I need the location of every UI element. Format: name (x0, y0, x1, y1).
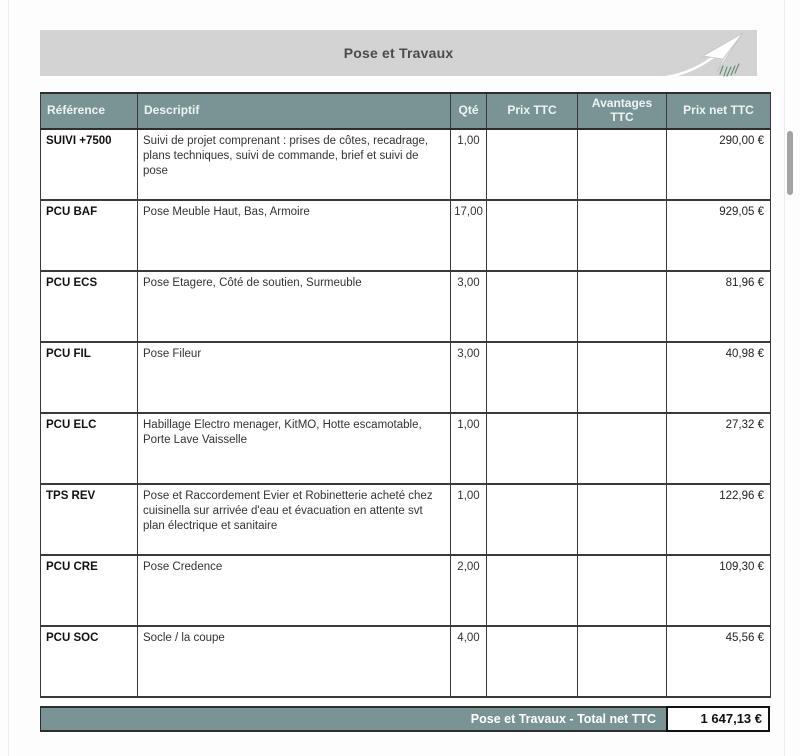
total-bar (40, 706, 770, 732)
quote-table-body (41, 129, 771, 697)
header-reference: Référence (41, 93, 138, 129)
cell-prix-ttc (487, 484, 578, 555)
cell-reference: TPS REV (41, 484, 138, 555)
page-right-edge (784, 0, 785, 756)
cell-descriptif: Pose Credence (138, 555, 451, 626)
table-row (41, 413, 771, 484)
cell-descriptif: Pose Fileur (138, 342, 451, 413)
header-avantages-ttc: Avantages TTC (578, 93, 667, 129)
total-label: Pose et Travaux - Total net TTC (40, 706, 666, 732)
section-banner (40, 30, 757, 76)
cell-prix-ttc (487, 555, 578, 626)
table-row (41, 626, 771, 697)
cell-prix-net-ttc: 929,05 € (667, 200, 771, 271)
total-value: 1 647,13 € (666, 706, 770, 732)
cell-avantages-ttc (578, 413, 667, 484)
cell-qte: 4,00 (451, 626, 487, 697)
cell-avantages-ttc (578, 555, 667, 626)
cell-descriptif: Pose Meuble Haut, Bas, Armoire (138, 200, 451, 271)
table-row (41, 271, 771, 342)
cell-reference: SUIVI +7500 (41, 129, 138, 200)
header-qte: Qté (451, 93, 487, 129)
cell-descriptif: Pose Etagere, Côté de soutien, Surmeuble (138, 271, 451, 342)
cell-qte: 1,00 (451, 129, 487, 200)
cell-qte: 1,00 (451, 484, 487, 555)
cell-qte: 2,00 (451, 555, 487, 626)
cell-descriptif: Pose et Raccordement Evier et Robinetterie acheté chez cuisinella sur arrivée d'eau et évacuation en attente svt plan électrique et sanitaire (138, 484, 451, 555)
cell-avantages-ttc (578, 626, 667, 697)
table-row (41, 200, 771, 271)
cell-avantages-ttc (578, 342, 667, 413)
cell-prix-net-ttc: 122,96 € (667, 484, 771, 555)
cell-descriptif: Socle / la coupe (138, 626, 451, 697)
cell-avantages-ttc (578, 484, 667, 555)
cell-qte: 3,00 (451, 271, 487, 342)
cell-prix-ttc (487, 271, 578, 342)
table-row (41, 484, 771, 555)
cell-prix-net-ttc: 40,98 € (667, 342, 771, 413)
cell-avantages-ttc (578, 200, 667, 271)
cell-reference: PCU ELC (41, 413, 138, 484)
cell-descriptif: Suivi de projet comprenant : prises de côtes, recadrage, plans techniques, suivi de commande, brief et suivi de pose (138, 129, 451, 200)
table-row (41, 342, 771, 413)
page-left-edge (8, 0, 9, 756)
vertical-scrollbar-thumb[interactable] (787, 131, 793, 195)
cell-reference: PCU CRE (41, 555, 138, 626)
cell-prix-ttc (487, 200, 578, 271)
cell-prix-ttc (487, 342, 578, 413)
cell-qte: 3,00 (451, 342, 487, 413)
quote-table (40, 92, 771, 698)
header-descriptif: Descriptif (138, 93, 451, 129)
cell-prix-ttc (487, 413, 578, 484)
quote-table-header (41, 93, 771, 129)
cell-avantages-ttc (578, 271, 667, 342)
cell-reference: PCU SOC (41, 626, 138, 697)
paper-plane-icon (653, 26, 755, 82)
header-prix-ttc: Prix TTC (487, 93, 578, 129)
cell-prix-net-ttc: 81,96 € (667, 271, 771, 342)
cell-reference: PCU ECS (41, 271, 138, 342)
cell-reference: PCU BAF (41, 200, 138, 271)
cell-prix-net-ttc: 290,00 € (667, 129, 771, 200)
cell-descriptif: Habillage Electro menager, KitMO, Hotte escamotable, Porte Lave Vaisselle (138, 413, 451, 484)
cell-prix-ttc (487, 129, 578, 200)
header-prix-net-ttc: Prix net TTC (667, 93, 771, 129)
cell-prix-net-ttc: 109,30 € (667, 555, 771, 626)
table-row (41, 129, 771, 200)
table-row (41, 555, 771, 626)
cell-qte: 17,00 (451, 200, 487, 271)
cell-avantages-ttc (578, 129, 667, 200)
cell-prix-net-ttc: 27,32 € (667, 413, 771, 484)
cell-prix-net-ttc: 45,56 € (667, 626, 771, 697)
section-title: Pose et Travaux (343, 45, 454, 61)
cell-qte: 1,00 (451, 413, 487, 484)
cell-prix-ttc (487, 626, 578, 697)
cell-reference: PCU FIL (41, 342, 138, 413)
